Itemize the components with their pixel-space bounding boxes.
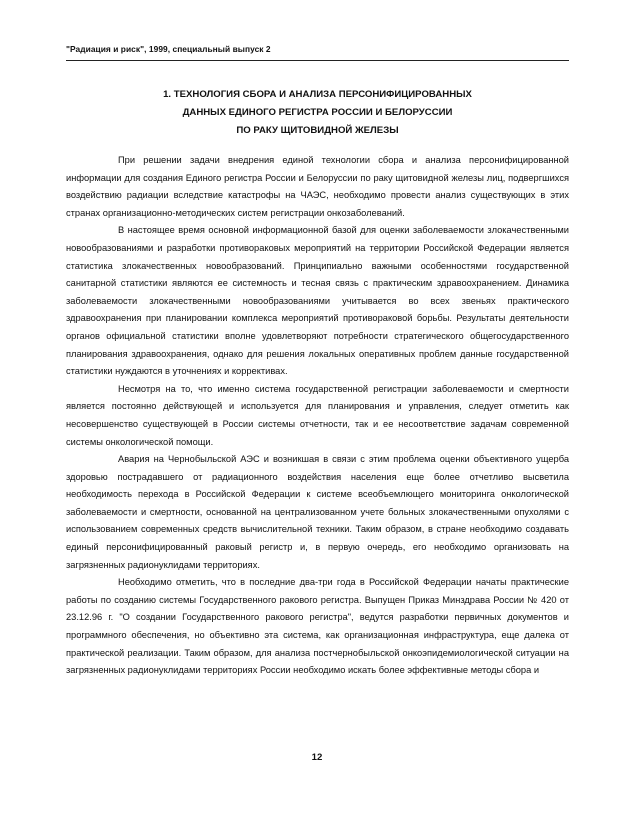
article-body <box>66 152 569 680</box>
title-line: ДАННЫХ ЕДИНОГО РЕГИСТРА РОССИИ И БЕЛОРУССИИ <box>182 107 453 118</box>
page-number: 12 <box>311 752 323 763</box>
title-line: ПО РАКУ ЩИТОВИДНОЙ ЖЕЛЕЗЫ <box>236 125 399 136</box>
paragraph: В настоящее время основной информационной базой для оценки заболеваемости злокачественными новообразованиями и разработки противораковых мероприятий на территории Российской Федерации является статистика злокачественных новообразований. Принципиально важными особенностями государственной санитарной статистики являются ее системность и тесная связь с практическим здравоохранением. Динамика заболеваемости злокачественными новообразованиями учитывается во всех звеньях практического здравоохранения при планировании комплекса мероприятий противораковой борьбы. Результаты деятельности органов официальной статистики вполне удовлетворяют потребности стратегического общегосударственного планирования здравоохранения, однако для решения локальных оперативных проблем данные государственной статистики нуждаются в уточнениях и коррективах. <box>66 225 569 377</box>
paragraph: При решении задачи внедрения единой технологии сбора и анализа персонифицированной информации для создания Единого регистра России и Белоруссии по раку щитовидной железы лиц, подвергшихся воздействию радиации вследствие катастрофы на ЧАЭС, необходимо провести анализ существующих в этих странах организационно-методических систем регистрации онкозаболеваний. <box>66 155 569 218</box>
paragraph: Несмотря на то, что именно система государственной регистрации заболеваемости и смертности является постоянно действующей и используется для планирования и управления, следует отметить как несовершенство существующей в России системы отчетности, так и ее несоответствие задачам современной системы онкологической помощи. <box>66 383 569 447</box>
header-rule <box>66 60 569 61</box>
running-header: "Радиация и риск", 1999, специальный выпуск 2 <box>66 44 271 54</box>
title-line: 1. ТЕХНОЛОГИЯ СБОРА И АНАЛИЗА ПЕРСОНИФИЦИРОВАННЫХ <box>163 89 472 100</box>
article-title <box>66 86 569 140</box>
paragraph: Авария на Чернобыльской АЭС и возникшая в связи с этим проблема оценки объективного ущерба здоровью пострадавшего от радиационного воздействия населения еще более отчетливо высветила необходимость перехода в Российской Федерации к системе всеобъемлющего мониторинга онкологической заболеваемости и смертности, основанной на централизованном учете больных злокачественными опухолями с использованием современных средств вычислительной техники. Таким образом, в стране необходимо создавать единый персонифицированный раковый регистр и, в первую очередь, его необходимо организовать на загрязненных радионуклидами территориях. <box>66 454 569 570</box>
paragraph: Необходимо отметить, что в последние два-три года в Российской Федерации начаты практические работы по созданию системы Государственного ракового регистра. Выпущен Приказ Минздрава России № 420 от 23.12.96 г. "О создании Государственного ракового регистра", ведутся разработки первичных документов и программного обеспечения, но объективно эта система, как организационная инфраструктура, еще далека от практической реализации. Таким образом, для анализа постчернобыльской онкоэпидемиологической ситуации на загрязненных радионуклидами территориях России необходимо искать более эффективные методы сбора и <box>66 577 569 676</box>
